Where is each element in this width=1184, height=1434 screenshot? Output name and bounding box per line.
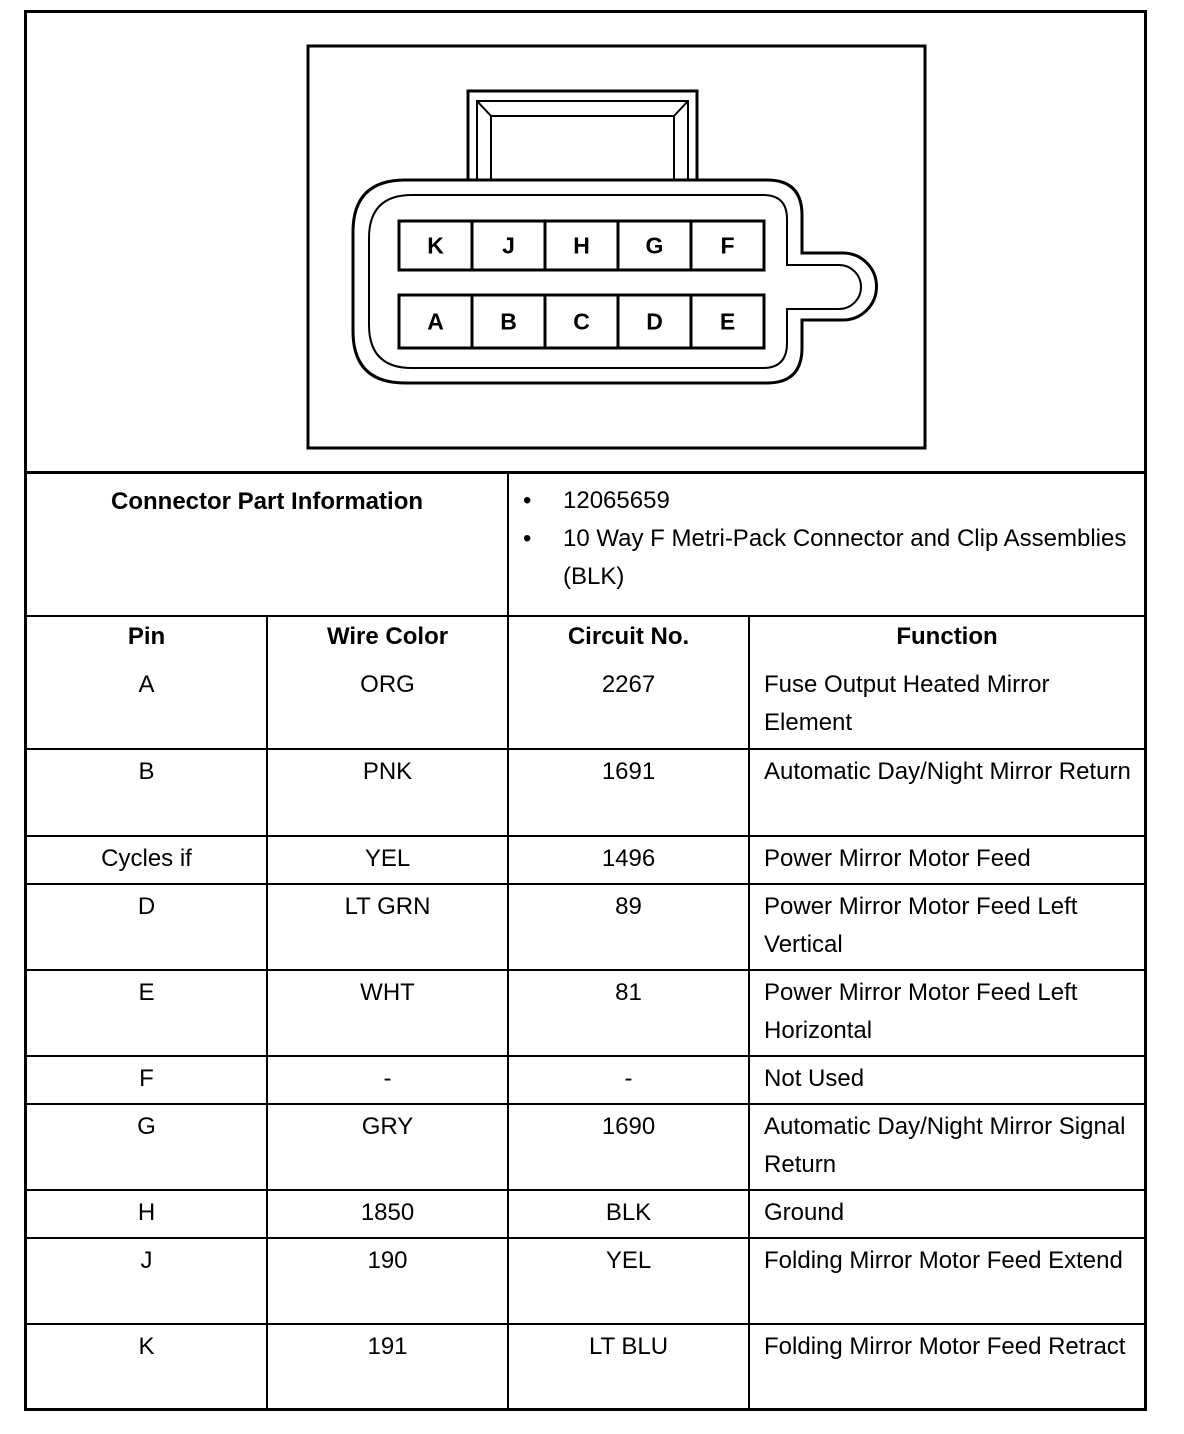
pin-cell: J — [27, 1238, 267, 1324]
pin-label-h: H — [573, 232, 590, 259]
part-info-cell — [508, 474, 1144, 616]
connector-latch-center — [491, 116, 674, 181]
circuit-cell: LT BLU — [508, 1324, 749, 1410]
pin-cell: D — [27, 884, 267, 970]
pin-cell: Cycles if — [27, 836, 267, 884]
circuit-cell: 1691 — [508, 749, 749, 836]
table-row — [27, 749, 1144, 836]
circuit-cell: - — [508, 1056, 749, 1104]
function-cell: Power Mirror Motor Feed Left Horizontal — [749, 970, 1144, 1056]
function-cell: Power Mirror Motor Feed Left Vertical — [749, 884, 1144, 970]
wire-color-cell: PNK — [267, 749, 508, 836]
function-cell: Not Used — [749, 1056, 1144, 1104]
connector-diagram-area — [27, 13, 1144, 474]
circuit-cell: BLK — [508, 1190, 749, 1238]
pin-label-k: K — [427, 232, 444, 259]
function-cell: Folding Mirror Motor Feed Retract — [749, 1324, 1144, 1410]
pin-label-j: J — [502, 232, 515, 259]
pin-label-f: F — [720, 232, 735, 259]
part-info-title: Connector Part Information — [27, 474, 508, 616]
pin-cell: E — [27, 970, 267, 1056]
part-description: • 10 Way F Metri-Pack Connector and Clip Assemblies (BLK) — [523, 520, 1144, 596]
pin-label-g: G — [645, 232, 664, 259]
pin-cell: G — [27, 1104, 267, 1190]
connector-info-table — [27, 474, 1144, 1410]
pin-label-c: C — [573, 308, 590, 335]
wire-color-cell: YEL — [267, 836, 508, 884]
circuit-cell: 89 — [508, 884, 749, 970]
table-row — [27, 1324, 1144, 1410]
function-cell: Fuse Output Heated Mirror Element — [749, 663, 1144, 749]
function-cell: Automatic Day/Night Mirror Signal Return — [749, 1104, 1144, 1190]
wire-color-cell: GRY — [267, 1104, 508, 1190]
pin-cell: B — [27, 749, 267, 836]
table-row — [27, 836, 1144, 884]
connector-diagram — [27, 13, 1144, 471]
header-function: Function — [749, 616, 1144, 663]
header-pin: Pin — [27, 616, 267, 663]
function-cell: Power Mirror Motor Feed — [749, 836, 1144, 884]
pin-label-a: A — [427, 308, 444, 335]
wire-color-cell: ORG — [267, 663, 508, 749]
header-wire-color: Wire Color — [267, 616, 508, 663]
pin-cell: F — [27, 1056, 267, 1104]
function-cell: Automatic Day/Night Mirror Return — [749, 749, 1144, 836]
circuit-cell: 2267 — [508, 663, 749, 749]
function-cell: Folding Mirror Motor Feed Extend — [749, 1238, 1144, 1324]
circuit-cell: 1690 — [508, 1104, 749, 1190]
part-number: • 12065659 — [523, 482, 1144, 520]
part-info-list — [509, 474, 1144, 596]
pin-label-e: E — [719, 308, 736, 335]
pin-cell: A — [27, 663, 267, 749]
table-row — [27, 970, 1144, 1056]
bottom-pin-row — [399, 295, 764, 348]
wire-color-cell: 191 — [267, 1324, 508, 1410]
wire-color-cell: WHT — [267, 970, 508, 1056]
connector-sheet — [24, 10, 1147, 1411]
pin-cell: K — [27, 1324, 267, 1410]
pin-cell: H — [27, 1190, 267, 1238]
table-row — [27, 1104, 1144, 1190]
wire-color-cell: 1850 — [267, 1190, 508, 1238]
table-row — [27, 1238, 1144, 1324]
table-row — [27, 1190, 1144, 1238]
table-row — [27, 884, 1144, 970]
pin-label-d: D — [646, 308, 663, 335]
circuit-cell: 1496 — [508, 836, 749, 884]
top-pin-row — [399, 221, 764, 270]
function-cell: Ground — [749, 1190, 1144, 1238]
circuit-cell: 81 — [508, 970, 749, 1056]
circuit-cell: YEL — [508, 1238, 749, 1324]
table-row — [27, 1056, 1144, 1104]
wire-color-cell: - — [267, 1056, 508, 1104]
wire-color-cell: LT GRN — [267, 884, 508, 970]
pin-label-b: B — [500, 308, 517, 335]
wire-color-cell: 190 — [267, 1238, 508, 1324]
table-row — [27, 663, 1144, 749]
header-circuit-no: Circuit No. — [508, 616, 749, 663]
